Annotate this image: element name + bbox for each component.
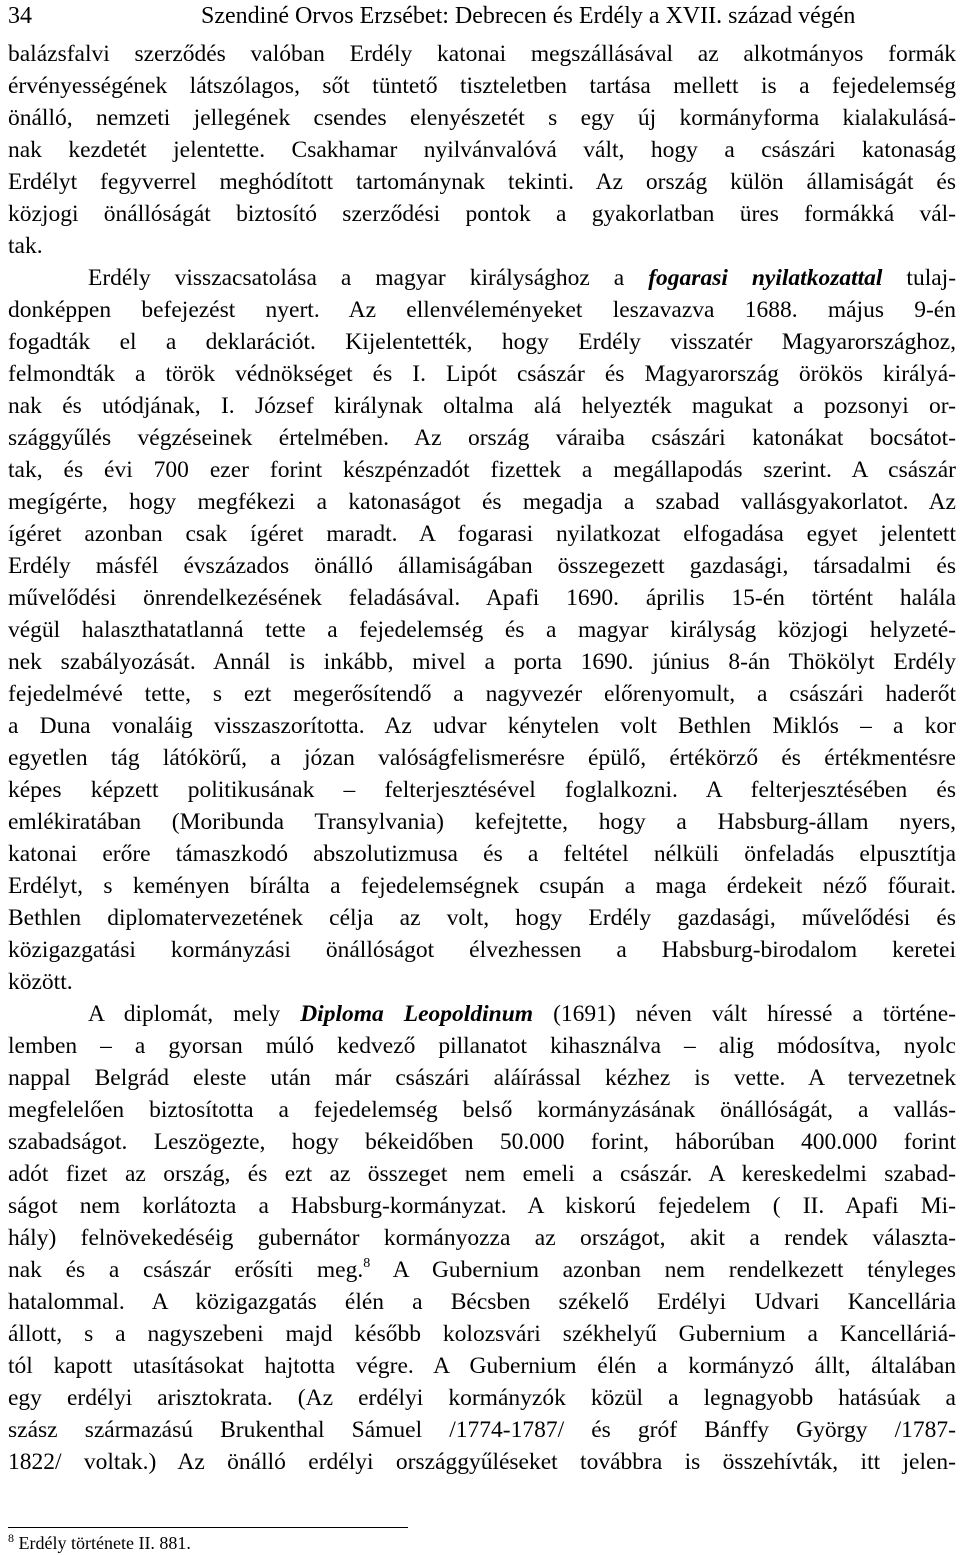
text-line: a Duna vonaláig visszaszorította. Az udvar kénytelen volt Bethlen Miklós – a kor: [8, 713, 956, 739]
text-line: nappal Belgrád eleste után már császári aláírással kézhez is vette. A tervezetnek: [8, 1065, 956, 1091]
text-segment: nak és a császár erősíti meg.: [8, 1257, 364, 1283]
text-line: közigazgatási kormányzási önállóságot élvezhessen a Habsburg-birodalom keretei: [8, 937, 956, 963]
text-line: szabadságot. Leszögezte, hogy békeidőben 50.000 forint, háborúban 400.000 forint: [8, 1129, 956, 1155]
text-line: megfelelően biztosította a fejedelemség belső kormányzásának önállóságát, a vallás-: [8, 1097, 956, 1123]
text-line: megígérte, hogy megfékezi a katonaságot és megadja a szabad vallásgyakorlatot. Az: [8, 489, 956, 515]
text-line: tak.: [8, 233, 43, 259]
text-line: nak és utódjának, I. József királynak oltalma alá helyezték magukat a pozsonyi or-: [8, 393, 956, 419]
text-line: ígéret azonban csak ígéret maradt. A fogarasi nyilatkozat elfogadása egyet jelentett: [8, 521, 956, 547]
footnote-ref-line: [8, 1254, 956, 1286]
text-line: közjogi önállóságát biztosító szerződési pontok a gyakorlatban üres formákká vál-: [8, 201, 956, 227]
text-line: tól kapott utasításokat hajtotta végre. A Gubernium élén a kormányzó állt, általában: [8, 1353, 956, 1379]
page-number: 34: [8, 3, 32, 29]
text-line: Bethlen diplomatervezetének célja az volt, hogy Erdély gazdasági, művelődési és: [8, 905, 956, 931]
text-line: önálló, nemzeti jellegének csendes elenyészetét s egy új kormányforma kialakulásá-: [8, 105, 956, 131]
text-line: emlékiratában (Moribunda Transylvania) kefejtette, hogy a Habsburg-állam nyers,: [8, 809, 956, 835]
text-line: [8, 1478, 956, 1510]
running-title: Szendiné Orvos Erzsébet: Debrecen és Erdély a XVII. század végén: [201, 3, 856, 29]
running-header: [8, 0, 956, 34]
paragraph-start-line: [8, 262, 956, 294]
text-line: Erdélyt fegyverrel meghódított tartománynak tekinti. Az ország külön államiságát és: [8, 169, 956, 195]
text-line: tak, és évi 700 ezer forint készpénzadót fizettek a megállapodás szerint. A császár: [8, 457, 956, 483]
text-line: szággyűlés végzéseinek értelmében. Az ország váraiba császári katonákat bocsátot-: [8, 425, 956, 451]
text-line: Erdélyt, s keményen bírálta a fejedelemségnek csupán a maga érdekeit néző főurait.: [8, 873, 956, 899]
text-segment: Erdély visszacsatolása a magyar királysághoz a: [88, 265, 625, 291]
text-line: ságot nem korlátozta a Habsburg-kormányzat. A kiskorú fejedelem ( II. Apafi Mi-: [8, 1193, 956, 1219]
text-line: balázsfalvi szerződés valóban Erdély katonai megszállásával az alkotmányos formák: [8, 41, 956, 67]
text-line: hatalommal. A közigazgatás élén a Bécsben székelő Erdélyi Udvari Kancellária: [8, 1289, 956, 1315]
text-segment: tulaj-: [882, 265, 956, 291]
text-line: nek szabályozását. Annál is inkább, mivel a porta 1690. június 8-án Thökölyt Erdély: [8, 649, 956, 675]
text-line: fogadták el a deklarációt. Kijelentették, hogy Erdély visszatér Magyarországhoz,: [8, 329, 956, 355]
footnote-reference[interactable]: 8: [363, 1256, 371, 1271]
text-line: egy erdélyi arisztokrata. (Az erdélyi kormányzók közül a legnagyobb hatásúak a: [8, 1385, 956, 1411]
text-line: katonai erőre támaszkodó abszolutizmusa és a feltétel nélküli önfeladás elpusztítja: [8, 841, 956, 867]
text-line: között.: [8, 969, 73, 995]
text-line: képes képzett politikusának – felterjesztésével foglalkozni. A felterjesztésében és: [8, 777, 956, 803]
text-line: nak kezdetét jelentette. Csakhamar nyilvánvalóvá vált, hogy a császári katonaság: [8, 137, 956, 163]
text-line: érvényességének látszólagos, sőt tüntető tiszteletben tartása mellett is a fejedelemség: [8, 73, 956, 99]
text-line: lemben – a gyorsan múló kedvező pillanatot kihasználva – alig módosítva, nyolc: [8, 1033, 956, 1059]
text-line: felmondták a török védnökséget és I. Lipót császár és Magyarország örökös királyá-: [8, 361, 956, 387]
text-line: Erdély másfél évszázados önálló államiságában összegezett gazdasági, társadalmi és: [8, 553, 956, 579]
text-line: fejedelmévé tette, s ezt megerősítendő a nagyvezér előrenyomult, a császári haderőt: [8, 681, 956, 707]
footnote-number: 8: [8, 1531, 14, 1545]
text-line: művelődési önrendelkezésének feladásával. Apafi 1690. április 15-én történt halála: [8, 585, 956, 611]
paragraph-start-line: [8, 998, 956, 1030]
footnote-text: Erdély története II. 881.: [14, 1533, 191, 1553]
emphasized-term: Diploma Leopoldinum: [300, 1001, 534, 1027]
text-line: 1822/ voltak.) Az önálló erdélyi országgyűléseket továbbra is összehívták, itt jelen-: [8, 1449, 956, 1475]
text-line: állott, s a nagyszebeni majd később kolozsvári székhelyű Gubernium a Kancelláriá-: [8, 1321, 956, 1347]
text-segment: (1691) néven vált híressé a történe-: [533, 1001, 956, 1027]
text-line: adót fizet az ország, és ezt az összeget nem emeli a császár. A kereskedelmi szabad-: [8, 1161, 956, 1187]
text-line: végül halaszthatatlanná tette a fejedelemség és a magyar királyság közjogi helyzeté-: [8, 617, 956, 643]
text-line: donképpen befejezést nyert. Az ellenvéleményeket leszavazva 1688. május 9-én: [8, 297, 956, 323]
text-line: egyetlen tág látókörű, a józan valóságfelismerésre épülő, értékörző és értékmentésre: [8, 745, 956, 771]
footnote: [8, 1531, 191, 1555]
emphasized-term: fogarasi nyilatkozattal: [648, 265, 883, 291]
text-line: szász származású Brukenthal Sámuel /1774-1787/ és gróf Bánffy György /1787-: [8, 1417, 956, 1443]
text-line: hály) felnövekedéséig gubernátor kormányozza az országot, akit a rendek választa-: [8, 1225, 956, 1251]
text-segment: A Gubernium azonban nem rendelkezett tényleges: [370, 1257, 956, 1283]
text-segment: A diplomát, mely: [88, 1001, 281, 1027]
footnote-divider: [8, 1527, 408, 1528]
